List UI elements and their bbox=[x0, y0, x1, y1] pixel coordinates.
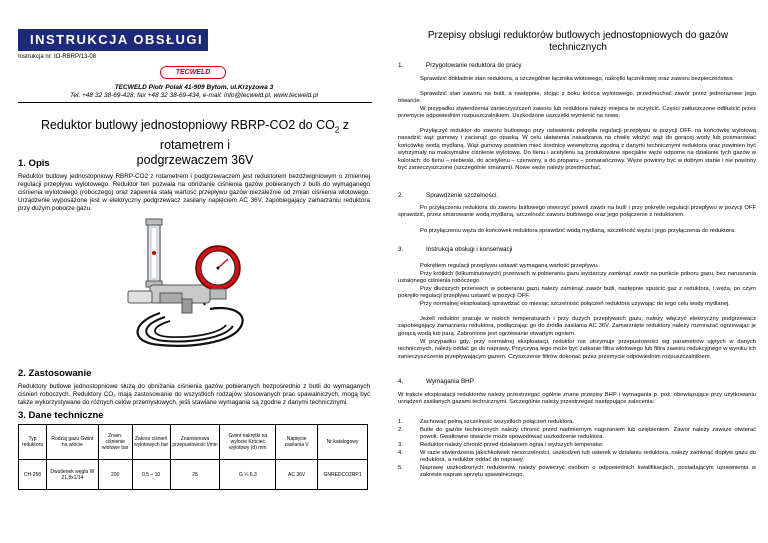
list-item-text: Naprawę uszkodzonych reduktorów należy powierzyć osobom o odpowiednich kwalifikacjach, posiadającym uprawnienia w zakresie napraw sprzętu spawalniczego. bbox=[420, 465, 756, 479]
list-item-text: W razie stwierdzenia jakichkolwiek nieszczelności, uszkodzeń lub usterek w działaniu reduktora, należy zamknąć dopływ gazu do reduktora, a reduktor oddać do naprawy. bbox=[420, 450, 756, 464]
table-cell: CH-258 bbox=[19, 460, 47, 490]
table-cell: GNREDCO2RP1 bbox=[318, 460, 368, 490]
list-item-number: 1. bbox=[398, 419, 403, 425]
list-item-text: Butle do gazów technicznych należy chronić przed nadmiernym nagrzaniem lub oziębieniem. Zawór należy zawsze otwierać powoli. Gwałtowne otwarcie może spowodować uszkodzenie reduktora. bbox=[420, 427, 756, 441]
table-header-cell: Nr katalogowy bbox=[318, 425, 368, 460]
doc-title-subscript: 2 bbox=[334, 125, 340, 135]
table-cell: 200 bbox=[98, 460, 132, 490]
heading-2-text: Sprawdzenie szczelności. bbox=[426, 192, 499, 199]
paragraph: Jeżeli reduktor pracuje w niskich temperaturach i przy dużych przepływach gazu, należy włączyć elektryczny podgrzewacz zapobiegający zamarzaniu reduktora, podłączając go do źródła zasilania AC 36V. Zamarznięte reduktory należy rozmrażać ogrzewając je gorącą wodą lub parą. Zabronione jest ogrzewanie otwartym ogniem. bbox=[398, 316, 756, 337]
heading-1 bbox=[398, 62, 756, 70]
list-item-number: 4. bbox=[398, 450, 403, 456]
instruction-banner: INSTRUKCJA OBSŁUGI bbox=[18, 29, 208, 51]
doc-title-part-1: Reduktor butlowy jednostopniowy RBRP-CO2 do CO bbox=[40, 118, 335, 132]
heading-4-number: 4. bbox=[398, 378, 404, 385]
table-cell: G ¼ 6.3 bbox=[220, 460, 276, 490]
paragraph: Przy normalnej eksploatacji sprawdzać co miesiąc szczelność połączeń reduktora używając do tego celu wody mydlanej. bbox=[420, 301, 730, 307]
section-1-title: 1. Opis bbox=[18, 158, 50, 169]
table-cell: Dwutlenek węgla W 21,8x1/14 bbox=[46, 460, 98, 490]
table-cell: 0.5 – 10 bbox=[132, 460, 170, 490]
table-header-cell: Zakres ciśnień wylotowych bar bbox=[132, 425, 170, 460]
section-3-title: 3. Dane techniczne bbox=[18, 410, 104, 421]
flowmeter-icon bbox=[146, 219, 162, 287]
section-2-title: 2. Zastosowanie bbox=[18, 368, 92, 379]
heading-1-number: 1. bbox=[398, 62, 404, 69]
company-contact: Tel. +48 32 38-69-428, fax +48 32 38-69-434, e-mail: info@tecweld.pl, www.tecweld.pl bbox=[69, 92, 319, 99]
table-header-cell: Znam. ciśnienie wlotowe bar bbox=[98, 425, 132, 460]
heading-3-number: 3. bbox=[398, 246, 404, 253]
paragraph: W przypadku stwierdzenia zanieczyszczeń zaworu lub reduktora należy miejsca te oczyścić. Części zatłuszczone odtłuścić przez przemycie odpowiednim rozpuszczalnikiem. Uszkodzone uszczelki wymienić na nowe. bbox=[398, 106, 756, 120]
instruction-number: Instrukcja nr: IO-RBRP/13-08 bbox=[18, 54, 97, 60]
heading-4-text: Wymagania BHP bbox=[426, 378, 474, 385]
header-divider bbox=[18, 102, 372, 103]
table-header-cell: Typ reduktora bbox=[19, 425, 47, 460]
list-item bbox=[398, 419, 756, 427]
paragraph: Przyłączyć reduktor do zaworu butlowego przy ustawieniu pokrętła regulacji przepływu w pozycji OFF, na końcówkę wylotową nasadzić wąż gumowy i zacisnąć go opaską. W celu ułatwienia nasadzania na chwilę włożyć wąż do gorącej wody lub posmarować końcówkę wodą mydlaną. Wąż gumowy powinien mieć średnicę wewnętrzną zgodną z danymi technicznymi reduktora oraz powinien być wytrzymały na maksymalne ciśnienie wylotowe. Do tlenu i acetylenu są produkowane specjalne węże odporne na działanie tych gazów w kolorach: do tlenu – niebieski, do acetylenu – czerwony, a do propanu – pomarańczowy. Węże powinny być w dobrym stanie i nie powinny być zanieczyszczone (szczególnie smarami). Nowe węże należy przedmuchać. bbox=[398, 128, 756, 172]
list-item-text: Reduktor należy chronić przed działaniem ognia i wyższych temperatur. bbox=[420, 442, 604, 448]
table-cell: AC 36V bbox=[276, 460, 318, 490]
company-info bbox=[18, 84, 370, 100]
paragraph: Sprawdzić stan zaworu na butli, a następnie, stojąc z boku króćca wylotowego, przedmuchać zawór przez jednorazowe jego otwarcie. bbox=[398, 91, 756, 105]
list-item bbox=[398, 450, 756, 465]
document-title bbox=[18, 118, 372, 168]
regulator-photo bbox=[120, 213, 260, 353]
table-header-cell: Rodzaj gazu Gwint na wlocie bbox=[46, 425, 98, 460]
list-item bbox=[398, 442, 756, 450]
list-item bbox=[398, 465, 756, 480]
paragraph: Pokrętłem regulacji przepływu ustawić wymaganą wartość przepływu. bbox=[420, 263, 599, 269]
paragraph: W przypadku gdy, przy normalnej eksploatacji, reduktor nie utrzymuje przepustowości wg parametrów ujętych w danych technicznych, należy oddać go do naprawy. Przyczyną tego może być zatkanie filtra wlotowego lub filtra zaworu redukcyjnego w wyniku ich zanieczyszczenia przepływającym gazem. Czyszczenie filtrów dokonać przez przemycie odpowiednim rozpuszczalnikiem. bbox=[398, 339, 756, 360]
list-item-number: 3. bbox=[398, 442, 403, 448]
table-header-cell: Gwint nakrętki na wylocie Króciec wylotowy (d) mm bbox=[220, 425, 276, 460]
heading-3 bbox=[398, 246, 756, 254]
paragraph: Sprawdzić dokładnie stan reduktora, a szczególnie łącznika wlotowego, nakrętki łącznikowej oraz zaworu bezpieczeństwa bbox=[420, 76, 733, 82]
table-header-cell: Znamionowa przepustowość l/min bbox=[170, 425, 220, 460]
list-item-text: Zachować pełną szczelność wszystkich połączeń reduktora. bbox=[420, 419, 575, 425]
company-name: TECWELD Piotr Polak 41-909 Bytom, ul.Krzyżowa 3 bbox=[114, 84, 274, 91]
regulations-title: Przepisy obsługi reduktorów butlowych jednostopniowych do gazów technicznych bbox=[427, 30, 729, 53]
heading-1-text: Przygotowanie reduktora do pracy bbox=[426, 62, 522, 69]
right-page bbox=[384, 0, 768, 543]
doc-title-part-3: podgrzewaczem 36V bbox=[136, 152, 254, 167]
list-item bbox=[398, 427, 756, 442]
heading-2-number: 2. bbox=[398, 192, 404, 199]
heading-2 bbox=[398, 192, 756, 200]
tecweld-logo: TECWELD bbox=[160, 66, 226, 79]
doc-title-part-2: z rotametrem i bbox=[159, 118, 350, 152]
tech-data-table bbox=[18, 424, 368, 490]
paragraph: Przy dłuższych przerwach w pobieraniu gazu należy zamknąć zawór butli, następnie spuścić gaz z reduktora, i węża, po czym pokrętło regulacji przepływu ustawić w pozycji OFF. bbox=[398, 286, 756, 300]
paragraph: Przy krótkich (kilkuminutowych) przerwach w pobieraniu gazu wystarczy zamknąć zawór na punkcie poboru gazu, bez naruszania ustalonego ciśnienia roboczego. bbox=[398, 271, 756, 285]
heading-4 bbox=[398, 378, 756, 386]
heading-3-text: Instrukcja obsługi i konserwacji bbox=[426, 246, 513, 253]
table-header-row bbox=[19, 425, 368, 460]
table-header-cell: Napięcie zasilania V bbox=[276, 425, 318, 460]
list-item-number: 5. bbox=[398, 465, 403, 471]
regulator-body-icon bbox=[150, 285, 210, 303]
paragraph: W trakcie eksploatacji reduktorów należy przestrzegać ogólnie znane przepisy BHP i wymagania p. poż. obowiązujące przy użytkowaniu urządzeń zasilanych gazami technicznymi. Szczególnie należy przestrzegać następujące zalecenia: bbox=[398, 392, 756, 406]
paragraph: Po przyłączeniu węża do końcówek reduktora sprawdzić wodą mydlaną, szczelność węża i jego przyłączenia do reduktora. bbox=[420, 228, 736, 234]
section-1-text: Reduktor butlowy jednostopniowy RBRP-CO2 z rotametrem i podgrzewaczem jest reduktorem bezdźwigniowym o zmiennej regulacji przepływu wylotowego. Reduktor ten pozwala na obniżanie ciśnienia gazów pobieranych z butli do wymaganego ciśnienia wylotowego (roboczego) oraz zapewnia stałą wartość przepływu gazów niezależnie od zmian ciśnienia wlotowego. Urządzenie wyposażone jest w elektryczny podgrzewacz zasilany napięciem AC 36V, zapobiegający zamarzaniu reduktora przy dużym poborze gazu. bbox=[18, 173, 370, 212]
table-row bbox=[19, 460, 368, 490]
list-item-number: 2. bbox=[398, 427, 403, 433]
section-2-text: Reduktory butlowe jednostopniowe służą do obniżania ciśnienia gazów pobieranych bezpośrednio z butli do wymaganych ciśnień roboczych. Reduktory CO₂ mają zastosowanie do wszystkich rodzajów stosowanych prac spawalniczych, mogą być także wykorzystywane do różnych celów przemysłowych, jeśli stawiane wymagania są zgodne z danymi technicznymi. bbox=[18, 383, 370, 406]
paragraph: Po przyłączeniu reduktora do zaworu butlowego otworzyć powoli zawór na butli i przy pokrętle regulacji przepływu w pozycji OFF sprawdzić, przez smarowanie wodą mydlaną, szczelność zaworu butlowego oraz jego połączenie z reduktorem. bbox=[398, 205, 756, 219]
table-cell: 25 bbox=[170, 460, 220, 490]
